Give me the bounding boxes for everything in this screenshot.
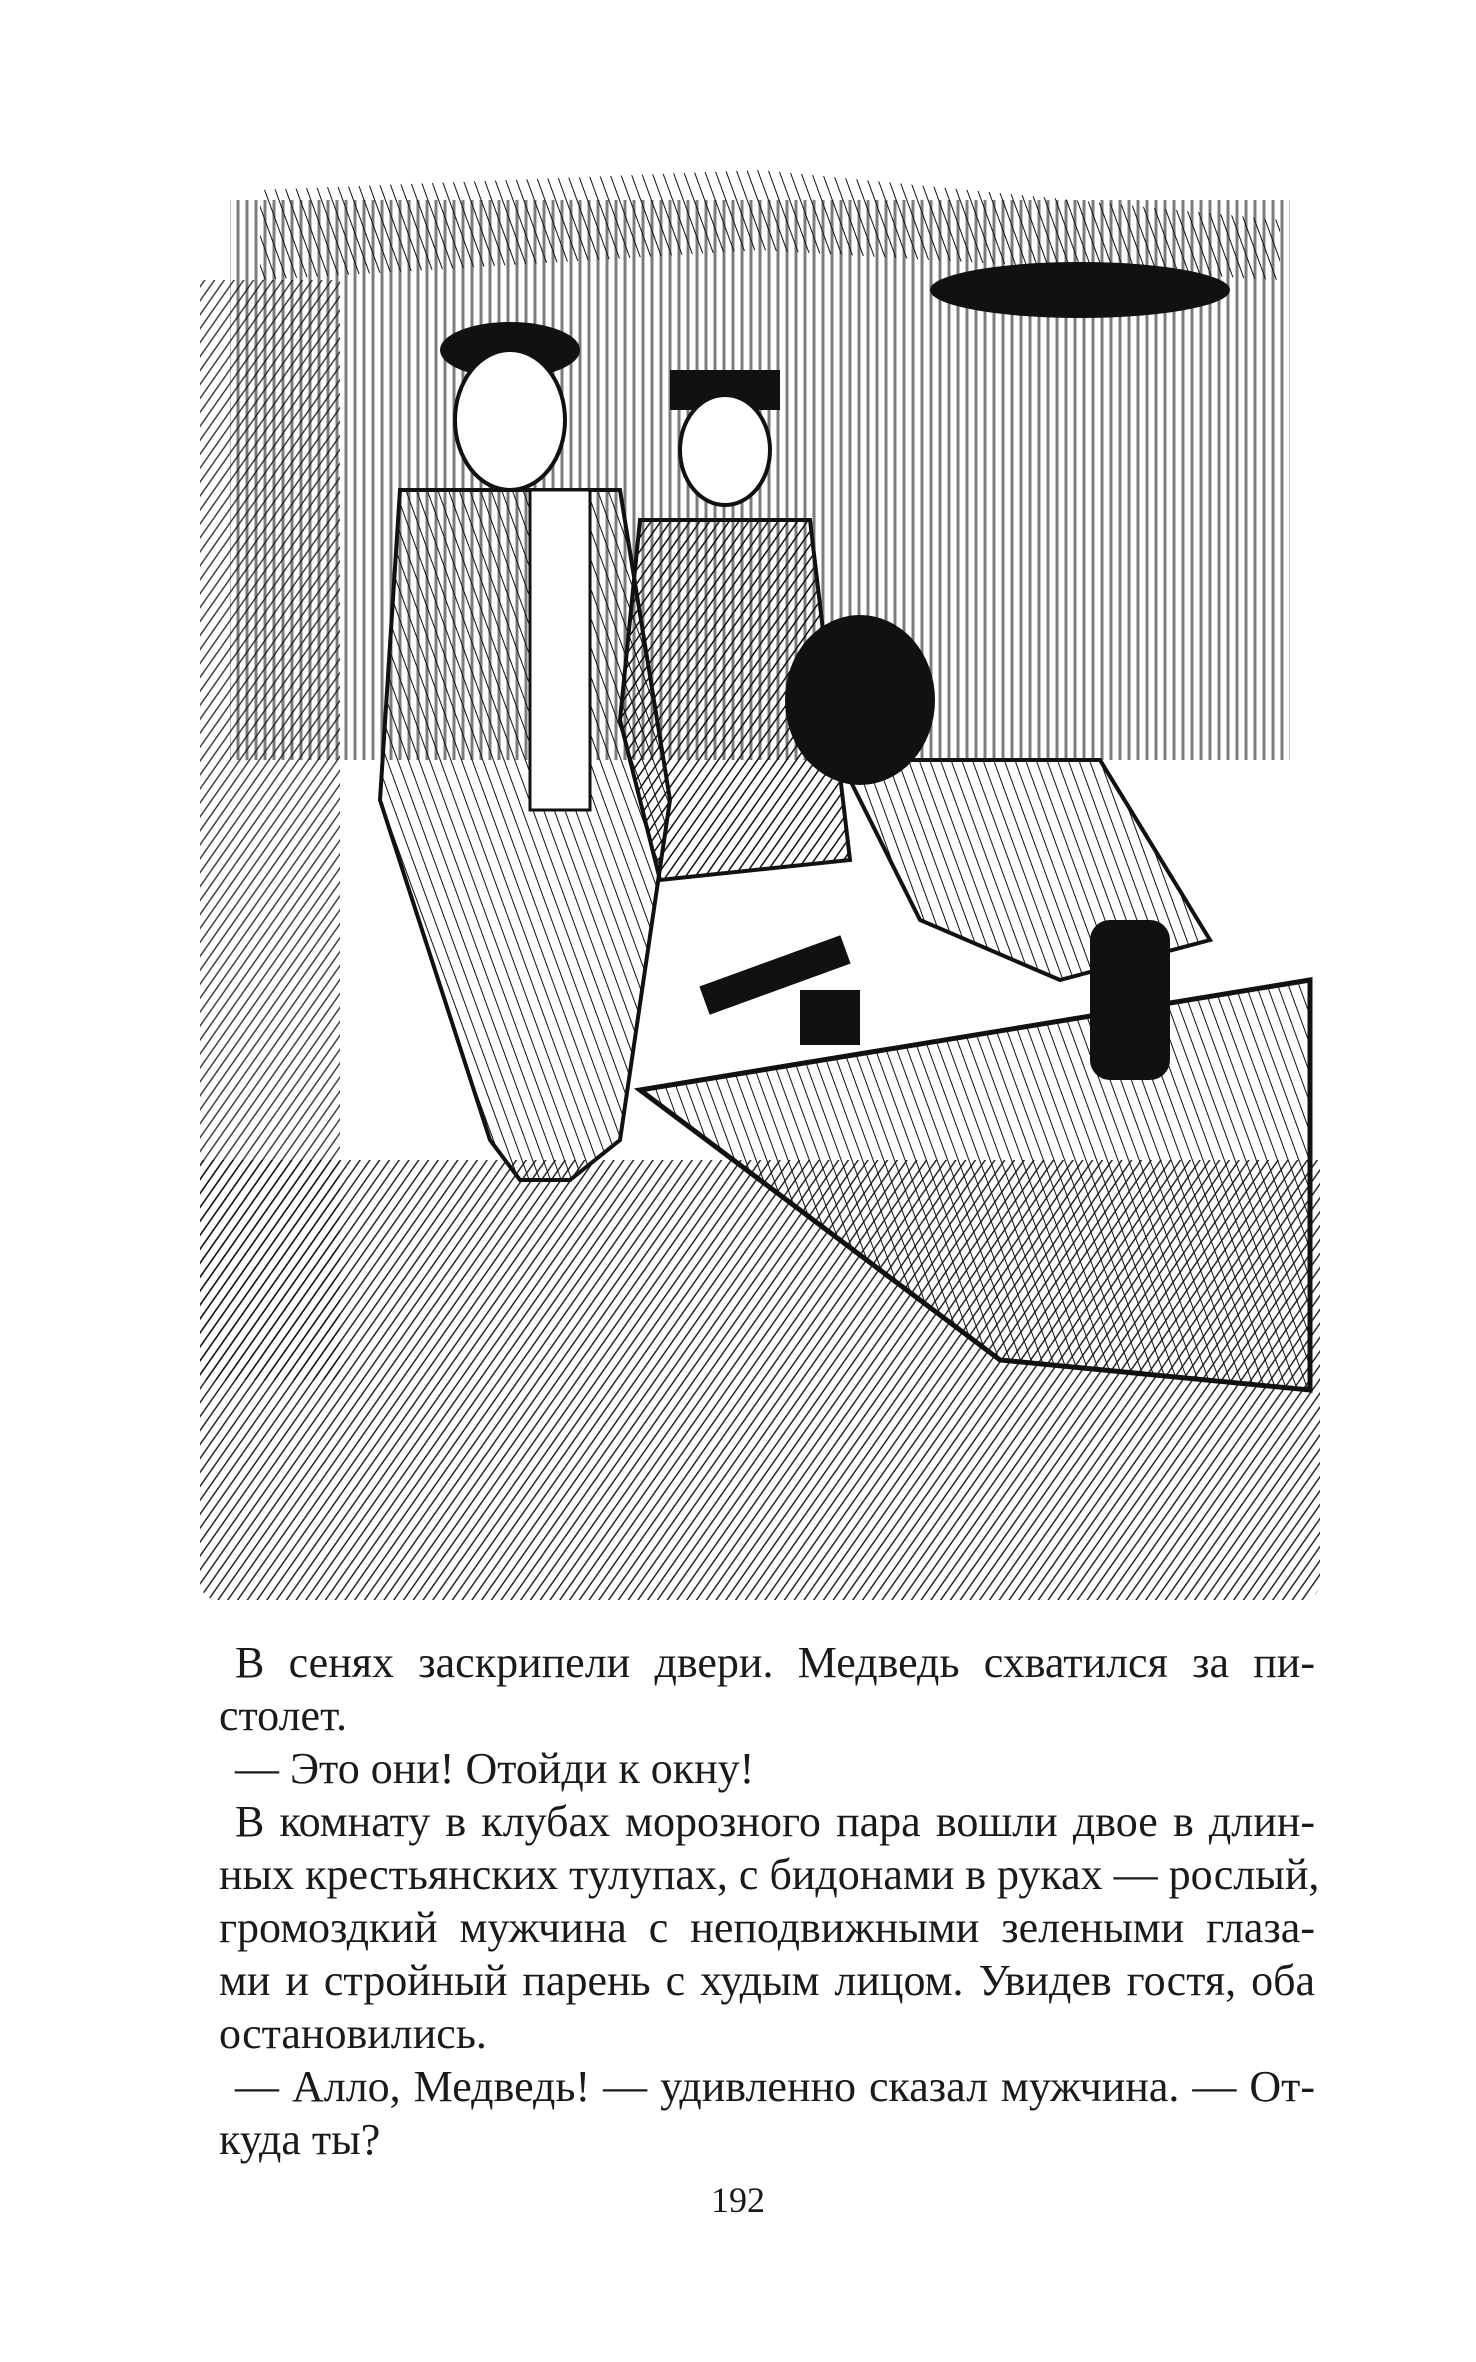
text-line: В сенях заскрипели двери. Медведь схватился за пи- <box>235 1638 1315 1687</box>
text-line: В комнату в клубах морозного пара вошли двое в длин- <box>235 1797 1315 1846</box>
text-line: столет. <box>219 1691 348 1740</box>
text-line: куда ты? <box>219 2115 381 2164</box>
text-line: — Алло, Медведь! — удивленно сказал мужчина. — От- <box>235 2062 1315 2111</box>
text-line: остановились. <box>219 2009 487 2058</box>
engraving-illustration-icon <box>200 160 1320 1600</box>
text-line: — Это они! Отойди к окну! <box>235 1744 755 1793</box>
text-line: громоздкий мужчина с неподвижными зелеными глаза- <box>219 1903 1315 1952</box>
text-line: ми и стройный парень с худым лицом. Увидев гостя, оба <box>219 1956 1315 2005</box>
illustration <box>200 160 1320 1600</box>
body-text <box>219 1636 1320 2166</box>
page-number: 192 <box>711 2180 765 2220</box>
text-line: ных крестьянских тулупах, с бидонами в руках — рослый, <box>219 1850 1320 1899</box>
